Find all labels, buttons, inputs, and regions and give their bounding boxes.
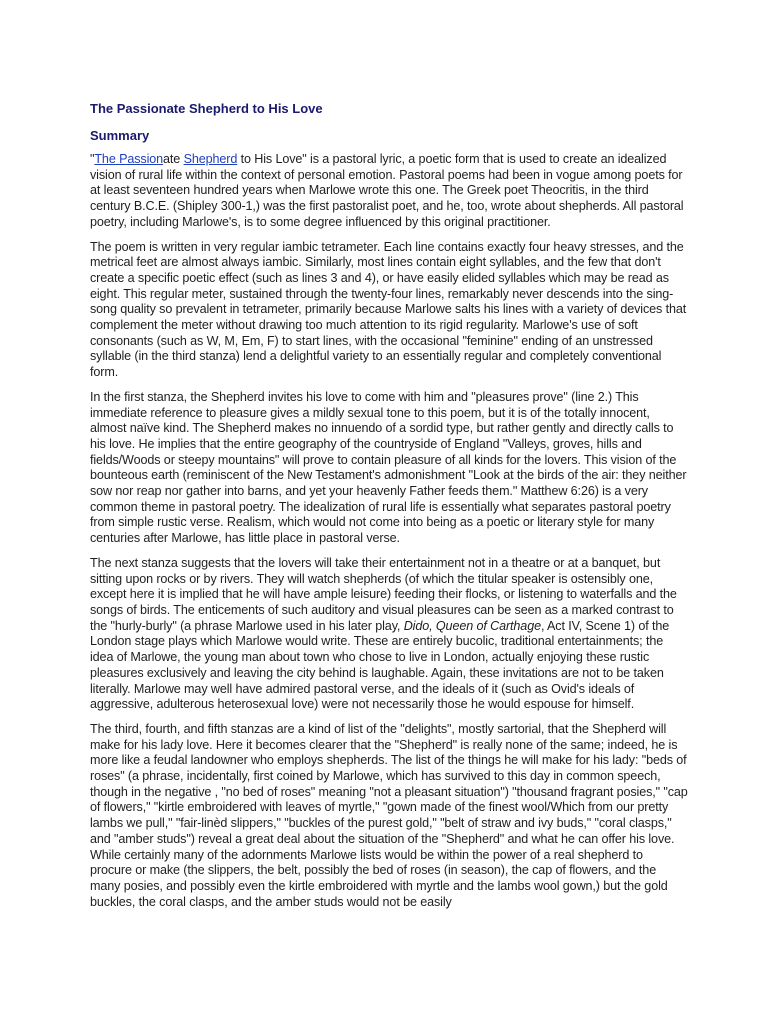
paragraph-4 [90, 556, 688, 713]
paragraph-1-text-b: to His Love" is a pastoral lyric, a poetic form that is used to create an idealized vision of rural life within the context of personal emotion. Pastoral poems had been in vogue among poets for at least seventeen hundred years when Marlowe wrote this one. The Greek poet Theocritis, in the third century B.C.E. (Shipley 300-1,) was the first pastoralist poet, and he, too, wrote about shepherds. All pastoral poetry, including Marlowe's, is to some degree influenced by this original practitioner. [90, 152, 684, 229]
paragraph-1-text-a: ate [163, 152, 184, 166]
paragraph-2: The poem is written in very regular iambic tetrameter. Each line contains exactly four heavy stresses, and the metrical feet are almost always iambic. Similarly, most lines contain eight syllables, and the few that don't create a specific poetic effect (such as lines 3 and 4), or have easily elided syllables which may be read as eight. This regular meter, sustained through the twenty-four lines, remarkably never descends into the sing-song quality so prevalent in tetrameter, primarily because Marlowe salts his lines with a variety of devices that complement the meter without drawing too much attention to its rigid regularity. Marlowe's use of soft consonants (such as W, M, Em, F) to start lines, with the occasional "feminine" ending of an unstressed syllable (in the third stanza) lend a delightful variety to an essentially regular and completely conventional form. [90, 239, 687, 380]
paragraph-1 [90, 152, 688, 231]
link-the-passion[interactable]: The Passion [94, 152, 164, 166]
document-title: The Passionate Shepherd to His Love [90, 101, 323, 116]
paragraph-4-text-a: The next stanza suggests that the lovers will take their entertainment not in a theatre or at a banquet, but sitting upon rocks or by rivers. They will watch shepherds (of which the titular speaker is ostensibly one, except here it is implied that he will have ample leisure) feeding their flocks, or listening to waterfalls and the songs of birds. The enticements of such auditory and visual pleasures can be seen as a marked contrast to the "hurly-burly" (a phrase Marlowe used in his later play, [90, 555, 677, 633]
section-heading-summary: Summary [90, 128, 150, 143]
paragraph-3: In the first stanza, the Shepherd invites his love to come with him and "pleasures prove" (line 2.) This immediate reference to pleasure gives a mildly sexual tone to this poem, but it is of the totally innocent, almost naïve kind. The Shepherd makes no innuendo of a sordid type, but rather gently and directly calls to his love. He implies that the entire geography of the countryside of England "Valleys, groves, hills and fields/Woods or steepy mountains" will prove to contain pleasure of all kinds for the lovers. This vision of the bounteous earth (reminiscent of the New Testament's admonishment "Look at the birds of the air: they neither sow nor reap nor gather into barns, and yet your heavenly Father feeds them." Matthew 6:26) is a very common theme in pastoral poetry. The idealization of rural life is essentially what separates pastoral poetry from simple rustic verse. Realism, which would not come into being as a poetic or literary style for many centuries after Marlowe, has little place in pastoral verse. [90, 389, 687, 546]
play-title: Dido, Queen of Carthage [403, 618, 541, 633]
paragraph-4-text-b: , Act IV, Scene 1) of the London stage plays which Marlowe would write. These are entirely bucolic, traditional entertainments; the idea of Marlowe, the young man about town who chose to live in London, actually enjoying these rustic pleasures exclusively and leaving the city behind is laughable. Again, these invitations are not to be taken literally. Marlowe may well have admired pastoral verse, and the ideals of it (such as Ovid's ideals of aggressive, adulterous heterosexual love) were not necessarily those he would espouse for himself. [90, 618, 670, 712]
document-page [90, 100, 688, 919]
link-shepherd[interactable]: Shepherd [183, 152, 238, 166]
paragraph-5: The third, fourth, and fifth stanzas are a kind of list of the "delights", mostly sartorial, that the Shepherd will make for his lady love. Here it becomes clearer that the "Shepherd" is really none of the same; indeed, he is more like a feudal landowner who employs shepherds. The list of the things he will make for his lady: "beds of roses" (a phrase, incidentally, first coined by Marlowe, which has survived to this day in common speech, though in the negative , "no bed of roses" meaning "not a pleasant situation") "thousand fragrant posies," "cap of flowers," "kirtle embroidered with leaves of myrtle," "gown made of the finest wool/Which from our pretty lambs we pull," "fair-linèd slippers," "buckles of the purest gold," "belt of straw and ivy buds," "coral clasps," and "amber studs") reveal a great deal about the situation of the "Shepherd" and what he can offer his love. While certainly many of the adornments Marlowe lists would be within the power of a real shepherd to procure or make (the slippers, the belt, possibly the bed of roses (in season), the cap of flowers, and the many posies, and possibly even the kirtle embroidered with myrtle and the lambs wool gown,) but the gold buckles, the coral clasps, and the amber studs would not be easily [90, 721, 688, 909]
open-quote: " [90, 152, 95, 166]
